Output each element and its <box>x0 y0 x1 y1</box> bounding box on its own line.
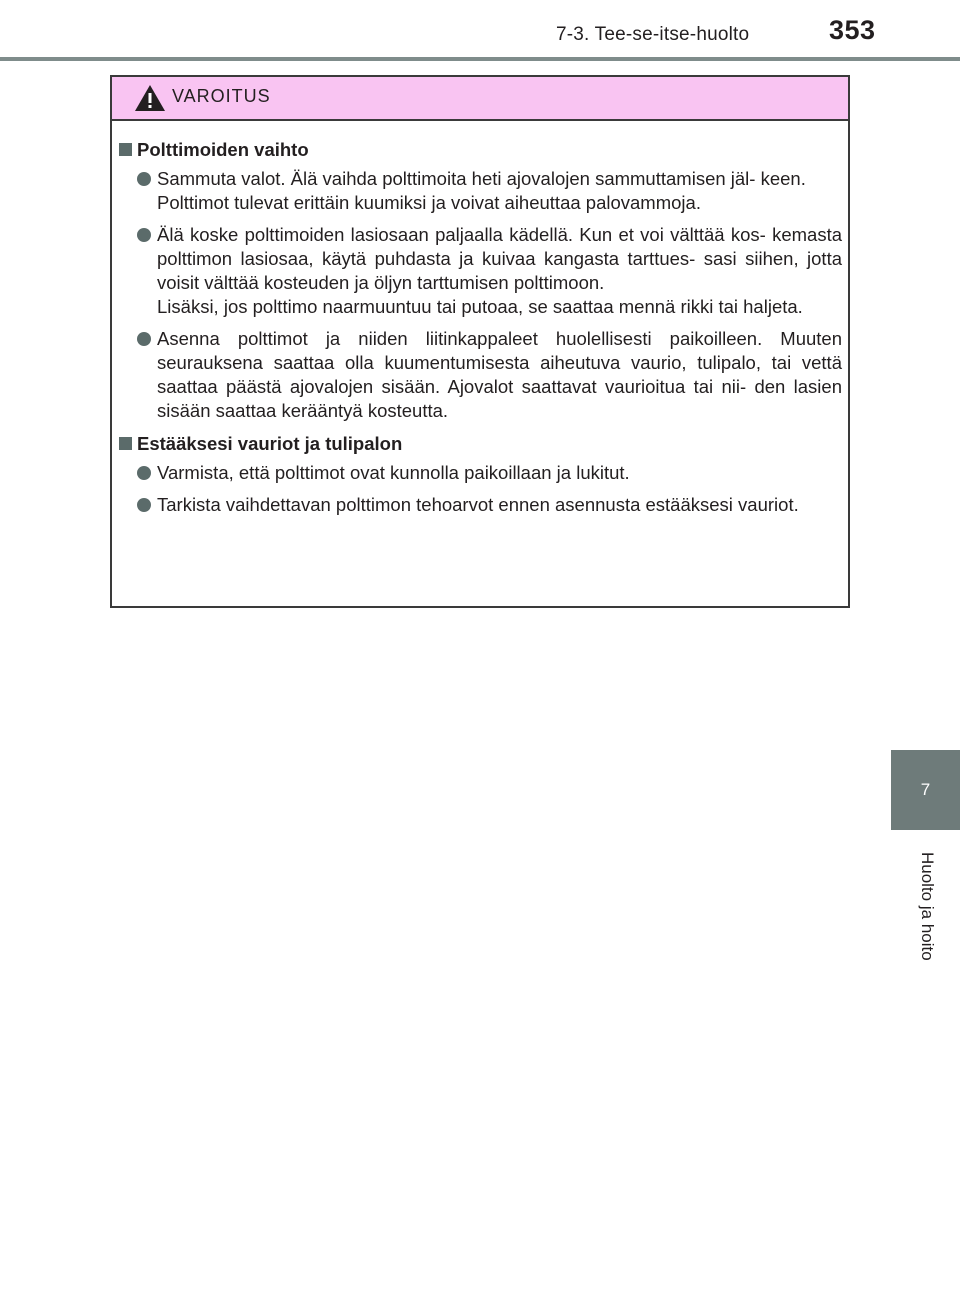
chapter-tab <box>891 750 960 830</box>
paragraph: Polttimot tulevat erittäin kuumiksi ja voivat aiheuttaa palovammoja. <box>157 192 701 213</box>
header-divider <box>0 57 960 61</box>
list-item <box>112 327 842 423</box>
page-number: 353 <box>829 15 876 45</box>
list-item <box>112 461 842 485</box>
header-section-title: 7-3. Tee-se-itse-huolto <box>556 24 750 45</box>
round-bullet-icon <box>137 332 151 346</box>
section-heading-text: Estääksesi vauriot ja tulipalon <box>137 433 403 454</box>
warning-body <box>112 121 848 517</box>
section-heading <box>112 431 842 457</box>
list-item <box>112 167 842 215</box>
paragraph: Älä koske polttimoiden lasiosaan paljaalla kädellä. Kun et voi välttää kos- kemasta polttimon lasiosaa, käytä puhdasta ja kuivaa kangasta tarttues- sasi siihen, jotta voisit välttää kosteuden ja öljyn tarttumisen polttimoon. <box>157 224 842 293</box>
round-bullet-icon <box>137 466 151 480</box>
chapter-number: 7 <box>920 780 931 799</box>
section-heading <box>112 137 842 163</box>
square-bullet-icon <box>119 437 132 450</box>
warning-title: VAROITUS <box>172 86 271 106</box>
paragraph: Varmista, että polttimot ovat kunnolla paikoillaan ja lukitut. <box>157 462 630 483</box>
round-bullet-icon <box>137 498 151 512</box>
warning-header <box>112 77 848 121</box>
round-bullet-icon <box>137 172 151 186</box>
paragraph: Sammuta valot. Älä vaihda polttimoita heti ajovalojen sammuttamisen jäl- keen. <box>157 168 806 189</box>
warning-triangle-icon <box>134 84 166 112</box>
list-item <box>112 223 842 319</box>
paragraph: Asenna polttimot ja niiden liitinkappaleet huolellisesti paikoilleen. Muuten seurauksena saattaa olla kuumentumisesta aiheutuva vaurio, tulipalo, tai vettä saattaa päästä ajovalojen sisään. Ajovalot saattavat vaurioitua tai nii- den lasien sisään saattaa kerääntyä kosteutta. <box>157 328 842 421</box>
warning-box <box>110 75 850 608</box>
paragraph: Lisäksi, jos polttimo naarmuuntuu tai putoaa, se saattaa mennä rikki tai haljeta. <box>157 296 803 317</box>
chapter-title: Huolto ja hoito <box>918 852 937 961</box>
square-bullet-icon <box>119 143 132 156</box>
paragraph: Tarkista vaihdettavan polttimon tehoarvot ennen asennusta estääksesi vauriot. <box>157 494 799 515</box>
round-bullet-icon <box>137 228 151 242</box>
section-heading-text: Polttimoiden vaihto <box>137 139 309 160</box>
list-item <box>112 493 842 517</box>
